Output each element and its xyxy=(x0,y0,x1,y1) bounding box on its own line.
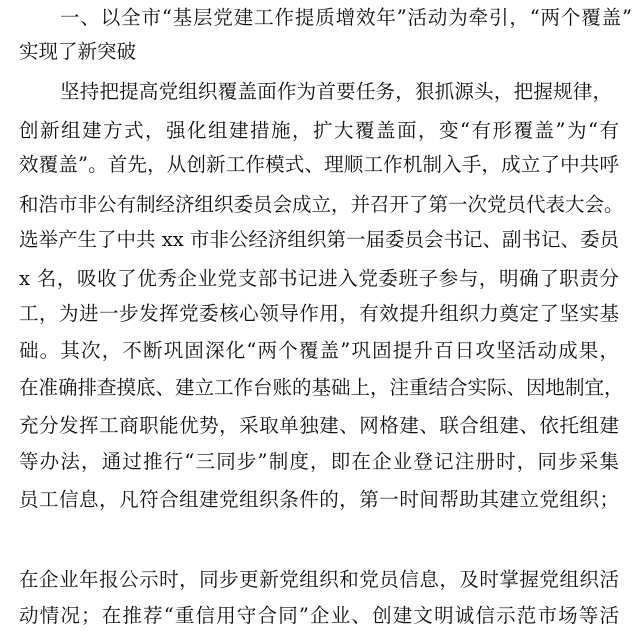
paragraph-text: 坚持把提高党组织覆盖面作为首要任务，狠抓源头，把握规律， xyxy=(60,80,612,103)
paragraph-line xyxy=(19,339,640,363)
paragraph-text: 效覆盖”。首先，从创新工作模式、理顺工作机制入手，成立了中共呼 xyxy=(19,153,619,176)
paragraph-text: 在准确排查摸底、建立工作台账的基础上，注重结合实际、因地制宜， xyxy=(19,376,624,399)
paragraph-text: 充分发挥工商职能优势，采取单独建、网格建、联合组建、依托组建 xyxy=(19,414,619,437)
paragraph-line xyxy=(19,153,640,177)
section-heading-line-1 xyxy=(60,6,640,30)
paragraph-line xyxy=(19,568,640,592)
section-heading-text: 实现了新突破 xyxy=(19,40,137,63)
paragraph-text: 工，为进一步发挥党委核心领导作用，有效提升组织力奠定了坚实基 xyxy=(19,302,619,325)
paragraph-text: 等办法，通过推行“三同步”制度，即在企业登记注册时，同步采集 xyxy=(19,450,619,473)
paragraph-line xyxy=(19,119,640,143)
paragraph-text: 选举产生了中共 xx 市非公经济组织第一届委员会书记、副书记、委员 xyxy=(19,228,619,251)
paragraph-text: 动情况；在推荐“重信用守合同”企业、创建文明诚信示范市场等活 xyxy=(19,604,619,627)
paragraph-line xyxy=(19,193,640,217)
paragraph-line xyxy=(19,302,640,326)
paragraph-line xyxy=(19,414,640,438)
paragraph-line xyxy=(19,604,640,628)
paragraph-text: 础。其次，不断巩固深化“两个覆盖”巩固提升百日攻坚活动成果， xyxy=(19,339,619,362)
paragraph-line xyxy=(19,228,640,252)
paragraph-line xyxy=(60,80,640,104)
section-heading-text: 一、以全市“基层党建工作提质增效年”活动为牵引，“两个覆盖” xyxy=(60,6,632,29)
paragraph-line xyxy=(19,267,640,291)
paragraph-text: 和浩市非公有制经济组织委员会成立，并召开了第一次党员代表大会。 xyxy=(19,193,624,216)
paragraph-text: 创新组建方式，强化组建措施，扩大覆盖面，变“有形覆盖”为“有 xyxy=(19,119,619,142)
paragraph-line xyxy=(19,376,640,400)
paragraph-line xyxy=(19,488,640,512)
paragraph-text: x 名，吸收了优秀企业党支部书记进入党委班子参与，明确了职责分 xyxy=(19,267,619,290)
paragraph-line xyxy=(19,450,640,474)
paragraph-text: 员工信息，凡符合组建党组织条件的，第一时间帮助其建立党组织； xyxy=(19,488,619,511)
section-heading-line-2 xyxy=(19,40,640,64)
paragraph-text: 在企业年报公示时，同步更新党组织和党员信息，及时掌握党组织活 xyxy=(19,568,619,591)
